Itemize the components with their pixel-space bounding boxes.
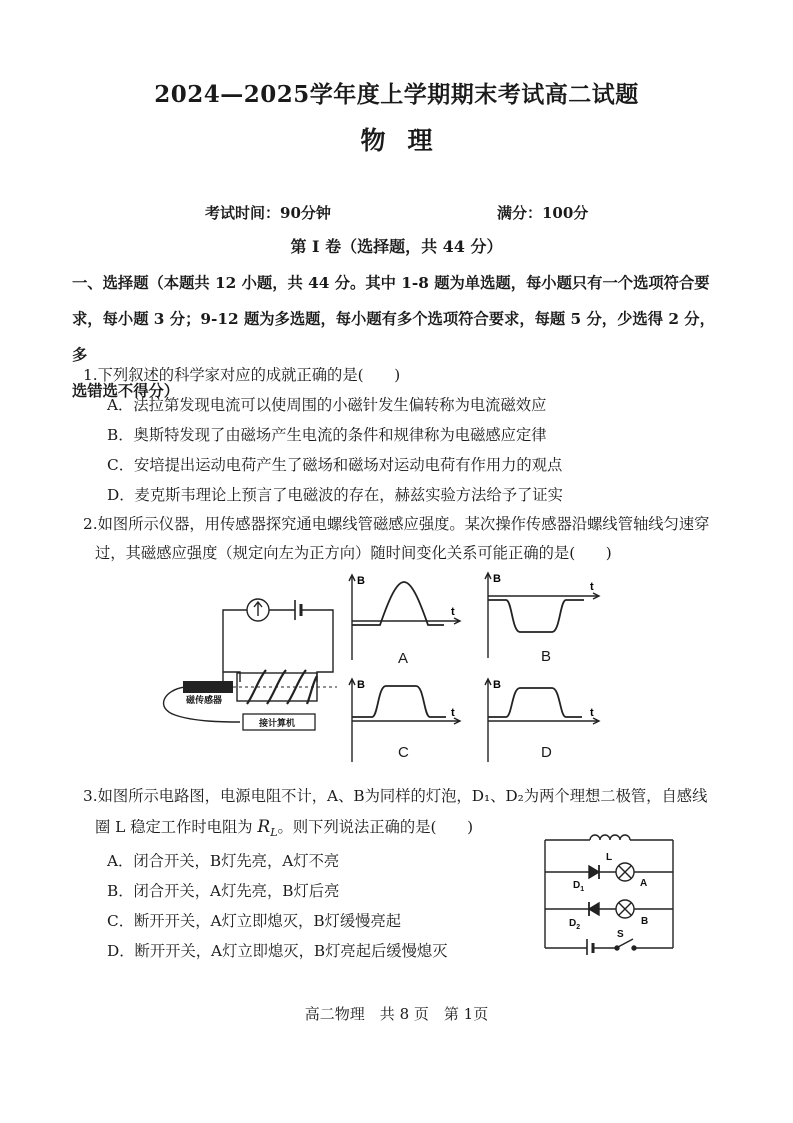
axis-b-label: B (357, 679, 365, 691)
instruction-line: 一、选择题（本题共 12 小题，共 44 分。其中 1-8 题为单选题，每小题只有一个选项符合要 (72, 274, 710, 292)
label-a: A (640, 878, 648, 889)
resistance-symbol: R (257, 817, 271, 837)
instruction-line: 求，每小题 3 分；9-12 题为多选题，每小题有多个选项符合要求，每题 5 分，少选得 2 分，多 (72, 310, 715, 364)
question-3-stem: 3.如图所示电路图，电源电阻不计，A、B为同样的灯泡，D₁、D₂为两个理想二极管，自感线 (83, 787, 708, 805)
circuit-wire (223, 610, 247, 692)
resistance-subscript: L (270, 826, 278, 840)
exam-title: 2024—2025学年度上学期期末考试高二试题 (154, 81, 639, 108)
question-3-option-b: B．闭合开关，A灯先亮，B灯后亮 (107, 882, 340, 900)
diode-d1 (589, 866, 599, 878)
question-3-option-a: A．闭合开关，B灯先亮，A灯不亮 (107, 852, 340, 870)
graph-b-label: B (541, 648, 552, 665)
question-1-stem: 1.下列叙述的科学家对应的成就正确的是( ) (83, 366, 401, 384)
inductor-coil (590, 835, 630, 840)
label-d2-sub: 2 (576, 924, 581, 931)
axis-t-label: t (590, 707, 594, 719)
question-3-option-d: D．断开开关，A灯立即熄灭，B灯亮起后缓慢熄灭 (107, 942, 448, 960)
computer-label: 接计算机 (259, 718, 296, 728)
diode-d2 (589, 903, 599, 915)
question-3-option-c: C．断开开关，A灯立即熄灭，B灯缓慢亮起 (107, 912, 402, 930)
label-d2-letter: D (569, 918, 577, 929)
label-l: L (606, 852, 613, 863)
page-footer: 高二物理 共 8 页 第 1页 (304, 1005, 489, 1023)
circuit-diagram-figure (535, 820, 685, 955)
label-b: B (641, 916, 649, 927)
question-2-stem-cont: 过，其磁感应强度（规定向左为正方向）随时间变化关系可能正确的是( ) (95, 544, 612, 562)
axis-t-label: t (590, 581, 594, 593)
question-2-stem: 2.如图所示仪器，用传感器探究通电螺线管磁感应强度。某次操作传感器沿螺线管轴线匀速穿 (83, 515, 710, 533)
subject-title: 物理 (360, 126, 455, 155)
question-1-option-c: C．安培提出运动电荷产生了磁场和磁场对运动电荷有作用力的观点 (107, 456, 563, 474)
axis-b-label: B (357, 575, 365, 587)
axis-b-label: B (493, 573, 501, 585)
curve-b (488, 600, 584, 632)
curve-a (352, 582, 444, 625)
curve-c (352, 686, 446, 717)
label-d1-letter: D (573, 880, 581, 891)
question-1-option-a: A．法拉第发现电流可以使周围的小磁针发生偏转称为电流磁效应 (107, 396, 547, 414)
exam-time: 考试时间：90分钟 (205, 204, 331, 222)
label-d1 (573, 880, 584, 893)
section-title: 第 I 卷（选择题，共 44 分） (290, 237, 503, 256)
axis-t-label: t (451, 606, 455, 618)
curve-d (488, 688, 582, 717)
question-1-option-b: B．奥斯特发现了由磁场产生电流的条件和规律称为电磁感应定律 (107, 426, 547, 444)
stem-text: 。则下列说法正确的是( ) (277, 818, 474, 836)
full-score: 满分：100分 (497, 204, 589, 222)
graph-a-label: A (398, 650, 409, 667)
graph-d-label: D (541, 744, 552, 761)
axis-t-label: t (451, 707, 455, 719)
section-instructions (72, 265, 722, 409)
question-1-option-d: D．麦克斯韦理论上预言了电磁波的存在，赫兹实验方法给予了证实 (107, 486, 563, 504)
instruction-line: 选错选不得分） (72, 382, 180, 400)
magnetic-sensor (183, 681, 233, 693)
sensor-label: 磁传感器 (186, 695, 223, 705)
label-d2 (569, 918, 580, 931)
axis-b-label: B (493, 679, 501, 691)
label-d1-sub: 1 (580, 886, 585, 893)
question-3-stem-cont (95, 815, 473, 839)
solenoid-apparatus-figure (155, 590, 340, 740)
graph-c-label: C (398, 744, 409, 761)
label-s: S (617, 929, 624, 940)
stem-text: 圈 L 稳定工作时电阻为 (95, 818, 258, 836)
